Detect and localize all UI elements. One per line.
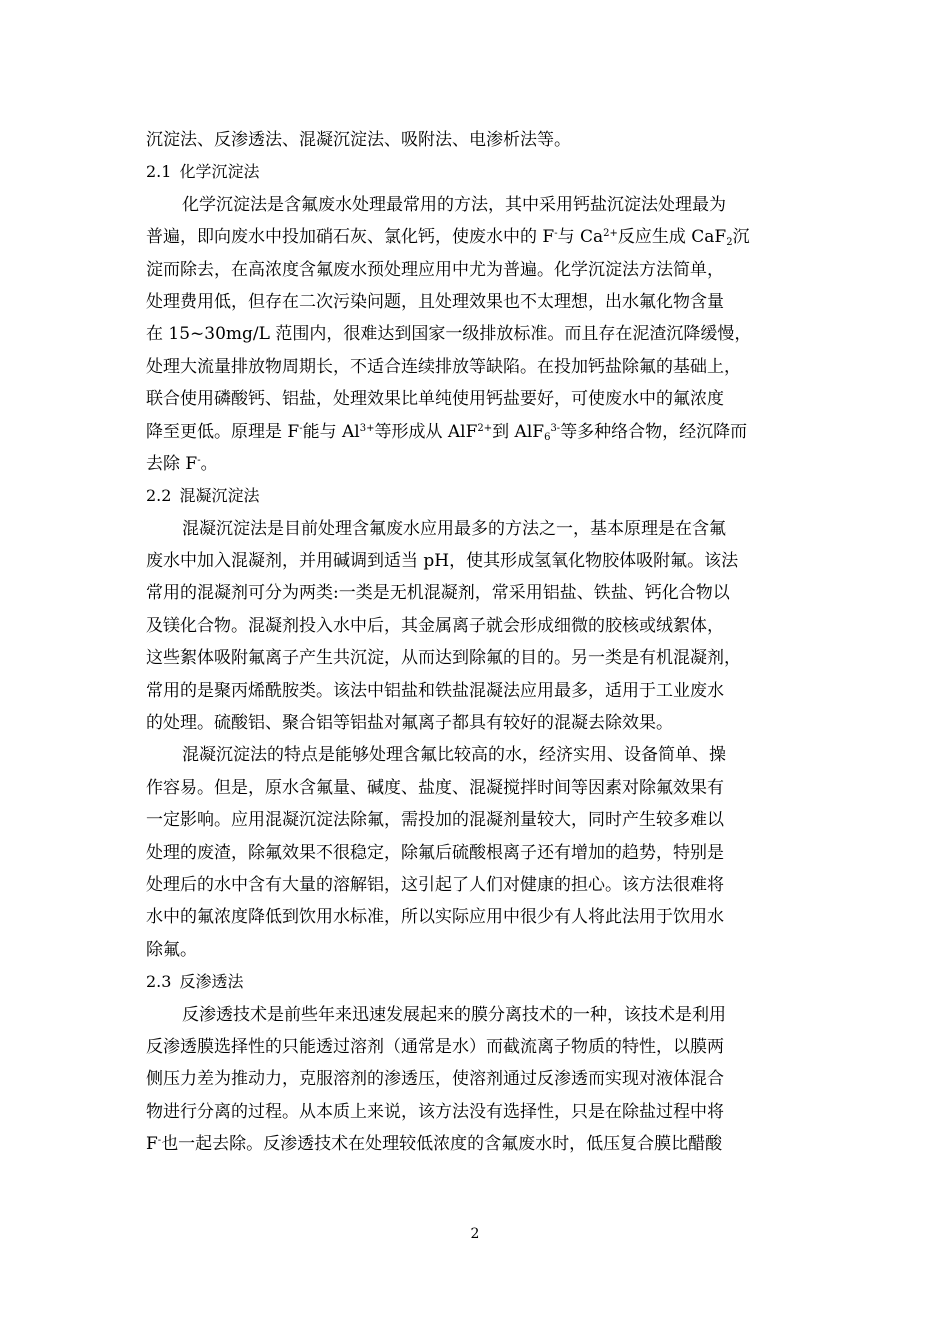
paragraph-line: 处理的废渣，除氟效果不很稳定，除氟后硫酸根离子还有增加的趋势，特别是 (146, 842, 724, 863)
subscript: 2 (726, 237, 733, 249)
paragraph-line: 反渗透膜选择性的只能透过溶剂（通常是水）而截流离子物质的特性，以膜两 (146, 1036, 724, 1057)
superscript: - (157, 1135, 162, 1147)
superscript: - (197, 454, 201, 466)
section-title: 混凝沉淀法 (179, 486, 260, 506)
superscript: - (299, 422, 303, 434)
paragraph-line: 水中的氟浓度降低到饮用水标准，所以实际应用中很少有人将此法用于饮用水 (146, 907, 724, 928)
paragraph-line: 及镁化合物。混凝剂投入水中后，其金属离子就会形成细微的胶核或绒絮体， (146, 615, 724, 636)
paragraph-line: 一定影响。应用混凝沉淀法除氟，需投加的混凝剂量较大，同时产生较多难以 (146, 810, 724, 831)
text-run: 普遍，即向废水中投加硝石灰、氯化钙，使废水中的 F (146, 227, 555, 248)
paragraph-line: 在 15~30mg/L 范围内，很难达到国家一级排放标准。而且存在泥渣沉降缓慢， (146, 324, 752, 345)
paragraph-line: 作容易。但是，原水含氟量、碱度、盐度、混凝搅拌时间等因素对除氟效果有 (146, 777, 724, 798)
text-run: 。 (200, 453, 218, 474)
superscript: 2+ (603, 228, 618, 240)
text-run: 降至更低。原理是 F (146, 421, 300, 442)
paragraph-line: 废水中加入混凝剂，并用碱调到适当 pH，使其形成氢氧化物胶体吸附氟。该法 (146, 551, 739, 572)
text-run: 反应生成 CaF (617, 227, 727, 248)
text-run: 与 Ca (557, 227, 604, 248)
section-number: 2.2 (146, 486, 172, 506)
text-run: 等形成从 AlF (374, 421, 478, 442)
paragraph-line (146, 448, 818, 480)
paragraph-line: 处理后的水中含有大量的溶解铝，这引起了人们对健康的担心。该方法很难将 (146, 874, 724, 895)
paragraph-line: 物进行分离的过程。从本质上来说，该方法没有选择性，只是在除盐过程中将 (146, 1101, 724, 1122)
text-run: F (146, 1134, 158, 1155)
superscript: - (554, 228, 558, 240)
section-number: 2.3 (146, 972, 172, 992)
section-title: 反渗透法 (179, 972, 244, 992)
paragraph-line: 化学沉淀法是含氟废水处理最常用的方法，其中采用钙盐沉淀法处理最为 (182, 194, 726, 215)
paragraph-line: 混凝沉淀法是目前处理含氟废水应用最多的方法之一，基本原理是在含氟 (182, 518, 726, 539)
text-run: 能与 Al (302, 421, 360, 442)
paragraph-line: 沉淀法、反渗透法、混凝沉淀法、吸附法、电渗析法等。 (146, 130, 571, 150)
text-run: 等多种络合物，经沉降而 (560, 421, 748, 442)
paragraph-line: 这些絮体吸附氟离子产生共沉淀，从而达到除氟的目的。另一类是有机混凝剂， (146, 648, 741, 669)
text-run: 沉 (732, 227, 750, 248)
superscript: 3- (550, 422, 561, 434)
paragraph-line: 常用的是聚丙烯酰胺类。该法中铝盐和铁盐混凝法应用最多，适用于工业废水 (146, 680, 724, 701)
paragraph-line (146, 221, 818, 253)
paragraph-line: 混凝沉淀法的特点是能够处理含氟比较高的水，经济实用、设备简单、操 (182, 745, 726, 766)
paragraph-line: 反渗透技术是前些年来迅速发展起来的膜分离技术的一种，该技术是利用 (182, 1004, 726, 1025)
section-heading (146, 480, 818, 512)
document-body (146, 124, 818, 1161)
paragraph-line: 除氟。 (146, 939, 197, 960)
section-heading (146, 156, 818, 188)
paragraph-line: 联合使用磷酸钙、铝盐，处理效果比单纯使用钙盐要好，可使废水中的氟浓度 (146, 389, 724, 410)
paragraph-line: 处理大流量排放物周期长，不适合连续排放等缺陷。在投加钙盐除氟的基础上， (146, 356, 741, 377)
subscript: 6 (544, 431, 551, 443)
paragraph-line: 常用的混凝剂可分为两类:一类是无机混凝剂，常采用铝盐、铁盐、钙化合物以 (146, 583, 730, 604)
paragraph-line (146, 1128, 818, 1160)
text-run: 也一起去除。反渗透技术在处理较低浓度的含氟废水时，低压复合膜比醋酸 (161, 1134, 723, 1155)
paragraph-line: 侧压力差为推动力，克服溶剂的渗透压，使溶剂通过反渗透而实现对液体混合 (146, 1069, 724, 1090)
superscript: 3+ (359, 422, 375, 434)
text-run: 去除 F (146, 453, 198, 474)
section-heading (146, 966, 818, 998)
section-number: 2.1 (146, 162, 172, 182)
paragraph-line: 淀而除去，在高浓度含氟废水预处理应用中尤为普遍。化学沉淀法方法简单， (146, 259, 724, 280)
paragraph-line: 的处理。硫酸铝、聚合铝等铝盐对氟离子都具有较好的混凝去除效果。 (146, 713, 673, 734)
section-title: 化学沉淀法 (179, 162, 260, 182)
superscript: 2+ (477, 422, 493, 434)
text-run: 到 AlF (492, 421, 545, 442)
paragraph-line (146, 416, 818, 448)
paragraph-line: 处理费用低，但存在二次污染问题，且处理效果也不太理想，出水氟化物含量 (146, 291, 724, 312)
page-number: 2 (470, 1226, 480, 1242)
